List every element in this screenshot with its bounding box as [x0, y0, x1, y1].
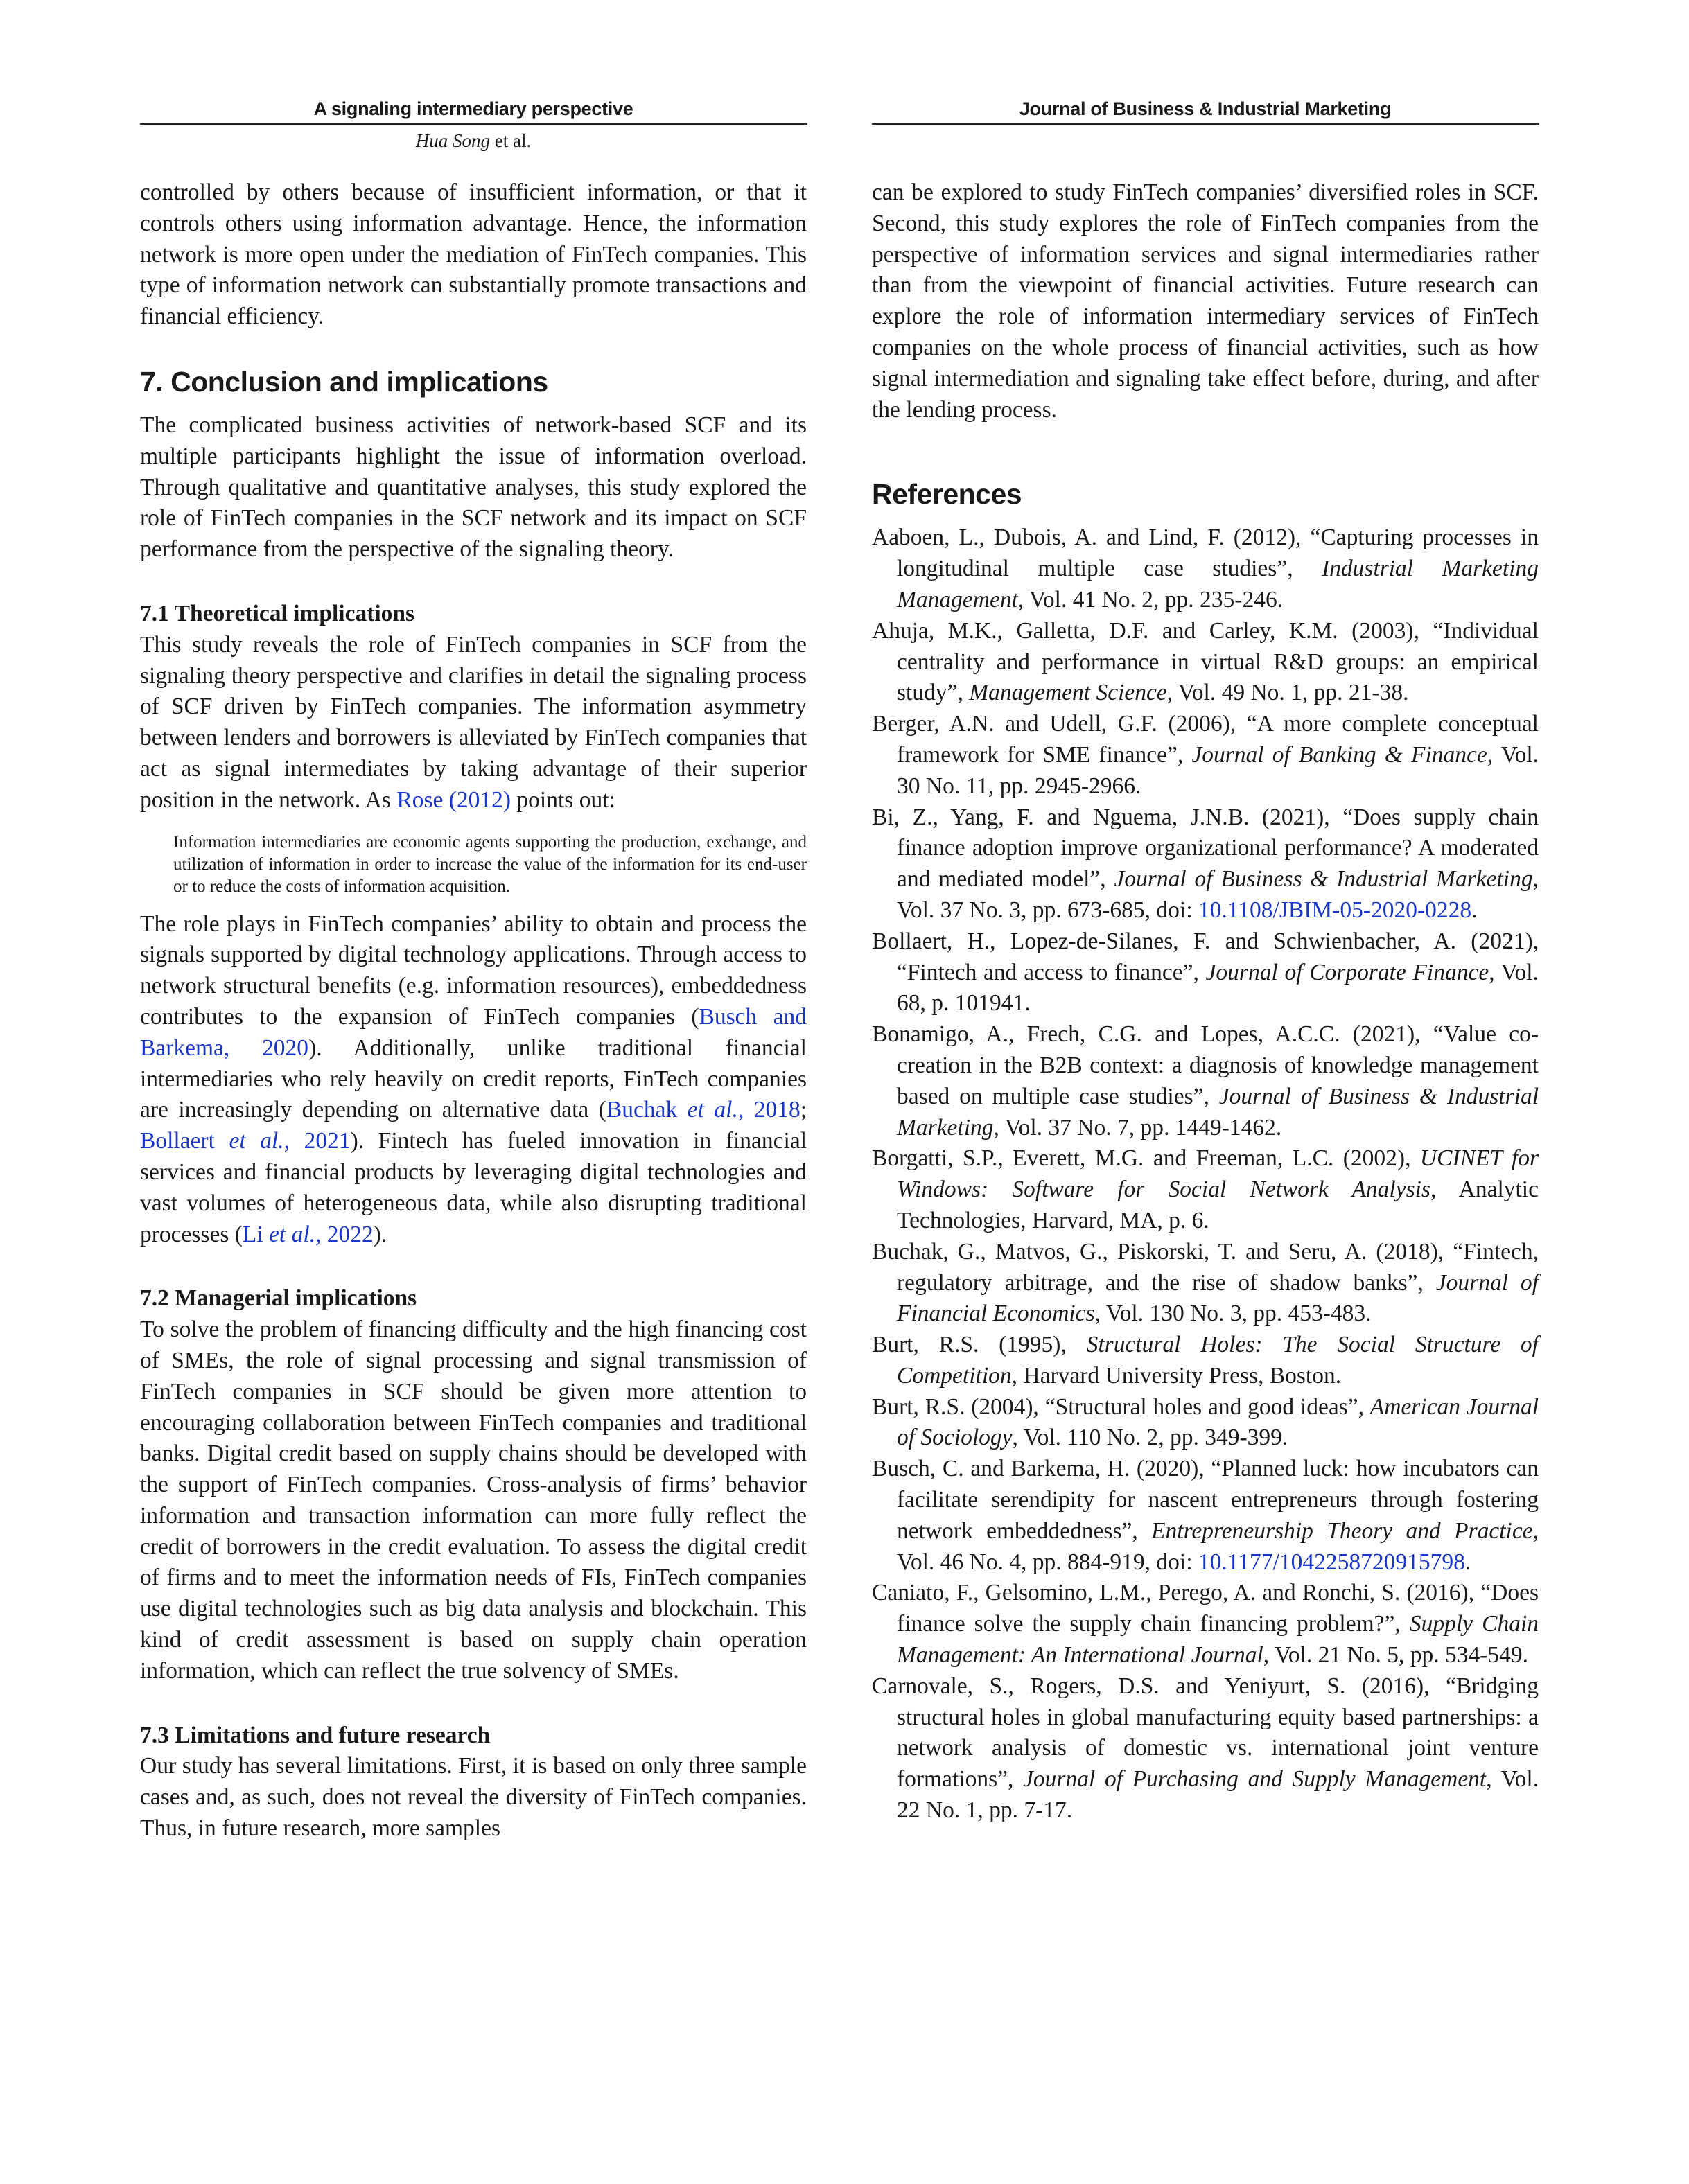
ref-end: . [1464, 1549, 1471, 1575]
ref-text: Caniato, F., Gelsomino, L.M., Perego, A. and Ronchi, S. (2016), “Does finance solve the supply chain financing problem?”, [872, 1580, 1539, 1637]
ref-text: Bollaert, H., Lopez-de-Silanes, F. and Schwienbacher, A. (2021), “Fintech and access to finance”, [872, 928, 1539, 985]
cite-etal: et al. [687, 1097, 738, 1123]
ref-source: Journal of Financial Economics [897, 1269, 1539, 1327]
right-column [872, 97, 1539, 1826]
ref-source: Entrepreneurship Theory and Practice [1151, 1517, 1533, 1544]
ref-text: Borgatti, S.P., Everett, M.G. and Freeman, L.C. (2002), [872, 1145, 1420, 1172]
ref-details: , Vol. 30 No. 11, pp. 2945-2966. [897, 741, 1539, 799]
paragraph-conclusion: The complicated business activities of network-based SCF and its multiple participants highlight the issue of information overload. Through qualitative and quantitative analyses, this study explored the role of FinTech companies in the SCF network and its impact on SCF performance from the perspective of the signaling theory. [140, 412, 807, 563]
reference-item [872, 1019, 1539, 1143]
reference-list [872, 522, 1539, 1826]
subsection-heading-limitations: 7.3 Limitations and future research [140, 1722, 491, 1748]
reference-item [872, 709, 1539, 802]
author-suffix: et al. [490, 130, 532, 151]
paragraph-theoretical [140, 630, 807, 816]
ref-details: , Vol. 21 No. 5, pp. 534-549. [1263, 1642, 1528, 1668]
cite-author: Bollaert [140, 1128, 229, 1154]
text-run: ). [373, 1221, 387, 1247]
reference-item [872, 1671, 1539, 1826]
ref-source: Management Science [969, 680, 1167, 706]
reference-item [872, 1392, 1539, 1454]
running-title-right: Journal of Business & Industrial Marketing [872, 97, 1539, 125]
subsection-heading-managerial: 7.2 Managerial implications [140, 1285, 417, 1312]
citation-link-li[interactable] [243, 1222, 374, 1247]
cite-etal: et al. [229, 1128, 284, 1154]
ref-text: Berger, A.N. and Udell, G.F. (2006), “A more complete conceptual framework for SME finance”, [872, 711, 1539, 768]
ref-source: Industrial Marketing Management [897, 556, 1539, 613]
cite-year: , 2022 [315, 1221, 374, 1247]
paragraph-managerial: To solve the problem of financing difficulty and the high financing cost of SMEs, the role of signal processing and signal transmission of FinTech companies in SCF should be given more attention to encouraging collaboration between FinTech companies and traditional banks. Digital credit based on supply chains should be developed with the support of FinTech companies. Cross-analysis of firms’ behavior information and transaction information can more fully reflect the credit of borrowers in the credit evaluation. To assess the digital credit of firms and to meet the information needs of FIs, FinTech companies use digital technologies such as big data analysis and blockchain. This kind of credit assessment is based on supply chain operation information, which can reflect the true solvency of SMEs. [140, 1316, 807, 1684]
reference-item [872, 1578, 1539, 1671]
ref-text: Busch, C. and Barkema, H. (2020), “Planned luck: how incubators can facilitate serendipity for nascent entrepreneurs through fostering network embeddedness”, [872, 1456, 1539, 1544]
doi-link[interactable]: 10.1177/1042258720915798 [1198, 1549, 1465, 1575]
ref-details: , Vol. 37 No. 7, pp. 1449-1462. [993, 1114, 1282, 1141]
citation-link-busch[interactable]: Busch and Barkema, 2020 [140, 1003, 807, 1061]
reference-item [872, 802, 1539, 926]
paragraph-continuation-right: can be explored to study FinTech companies’ diversified roles in SCF. Second, this study explores the role of FinTech companies from the perspective of information services and signal intermediaries rather than from the viewpoint of financial activities. Future research can explore the role of information intermediary services of FinTech companies on the whole process of financial activities, such as how signal intermediation and signaling take effect before, during, and after the lending process. [872, 179, 1539, 423]
running-title-left: A signaling intermediary perspective [140, 97, 807, 125]
ref-source: Journal of Business & Industrial Marketing [1114, 866, 1533, 892]
cite-author: Buchak [606, 1097, 688, 1123]
doi-link[interactable]: 10.1108/JBIM-05-2020-0228 [1198, 897, 1472, 923]
cite-year: , 2018 [737, 1097, 800, 1123]
text-run: This study reveals the role of FinTech companies in SCF from the signaling theory perspective and clarifies in detail the signaling process of SCF driven by FinTech companies. The information asymmetry between lenders and borrowers is alleviated by FinTech companies that act as signal intermediates by taking advantage of their superior position in the network. As [140, 631, 807, 813]
ref-details: , Harvard University Press, Boston. [1011, 1362, 1342, 1389]
section-heading-conclusion: 7. Conclusion and implications [140, 365, 548, 398]
ref-text: Burt, R.S. (1995), [872, 1332, 1087, 1358]
ref-source: Journal of Purchasing and Supply Management [1023, 1766, 1487, 1793]
cite-year: , 2021 [283, 1128, 351, 1154]
block-quote: Information intermediaries are economic agents supporting the production, exchange, and utilization of information in order to increase the value of the information for its end-user or to reduce the costs of information acquisition. [173, 832, 807, 896]
ref-source: Supply Chain Management: An International Journal [897, 1611, 1539, 1668]
text-run: ). Fintech has fueled innovation in financial services and financial products by leveraging digital technologies and vast volumes of heterogeneous data, while also disrupting traditional processes ( [140, 1128, 807, 1247]
text-run: points out: [511, 786, 615, 813]
reference-item [872, 616, 1539, 709]
left-column [140, 97, 807, 1844]
ref-source: Journal of Banking & Finance [1191, 741, 1487, 768]
ref-details: , Vol. 49 No. 1, pp. 21-38. [1166, 680, 1409, 706]
ref-details: , Vol. 41 No. 2, pp. 235-246. [1017, 586, 1284, 613]
ref-text: Burt, R.S. (2004), “Structural holes and good ideas”, [872, 1393, 1370, 1420]
ref-source: UCINET for Windows: Software for Social Network Analysis [897, 1145, 1539, 1203]
ref-details: , Vol. 37 No. 3, pp. 673-685, doi: [897, 866, 1539, 923]
right-body [872, 177, 1539, 1826]
ref-text: Carnovale, S., Rogers, D.S. and Yeniyurt, S. (2016), “Bridging structural holes in global manufacturing equity based partnerships: a network analysis of domestic vs. international joint venture formations”, [872, 1673, 1539, 1793]
text-run: The role plays in FinTech companies’ ability to obtain and process the signals supported by digital technology applications. Through access to network structural benefits (e.g. information resources), embeddedness contributes to the expansion of FinTech companies ( [140, 910, 807, 1030]
ref-details: , Vol. 46 No. 4, pp. 884-919, doi: [897, 1517, 1539, 1575]
references-heading: References [872, 478, 1022, 511]
text-run: ). Additionally, unlike traditional financial intermediaries who rely heavily on credit reports, FinTech companies are increasingly depending on alternative data ( [140, 1034, 807, 1123]
reference-item [872, 1143, 1539, 1236]
subsection-heading-theoretical: 7.1 Theoretical implications [140, 600, 415, 626]
ref-text: Aaboen, L., Dubois, A. and Lind, F. (2012), “Capturing processes in longitudinal multiple case studies”, [872, 525, 1539, 582]
paragraph-limitations: Our study has several limitations. First, it is based on only three sample cases and, as such, does not reveal the diversity of FinTech companies. Thus, in future research, more samples [140, 1753, 807, 1842]
ref-end: . [1471, 897, 1478, 923]
running-author [140, 129, 807, 152]
reference-item [872, 1454, 1539, 1578]
author-name: Hua Song [415, 130, 490, 151]
reference-item [872, 1330, 1539, 1392]
ref-source: Journal of Corporate Finance [1205, 959, 1489, 985]
ref-text: Bonamigo, A., Frech, C.G. and Lopes, A.C.C. (2021), “Value co-creation in the B2B context: a diagnosis of knowledge management based on multiple case studies”, [872, 1021, 1539, 1109]
ref-source: American Journal of Sociology [897, 1393, 1539, 1451]
ref-text: Bi, Z., Yang, F. and Nguema, J.N.B. (2021), “Does supply chain finance adoption improve organizational performance? A moderated and mediated model”, [872, 804, 1539, 892]
ref-source: Journal of Business & Industrial Marketing [897, 1083, 1539, 1141]
cite-etal: et al. [269, 1221, 316, 1247]
ref-details: , Analytic Technologies, Harvard, MA, p. 6. [897, 1177, 1539, 1233]
cite-author: Li [242, 1221, 270, 1247]
paragraph-role [140, 909, 807, 1251]
ref-details: , Vol. 22 No. 1, pp. 7-17. [897, 1766, 1539, 1824]
ref-text: Buchak, G., Matvos, G., Piskorski, T. and Seru, A. (2018), “Fintech, regulatory arbitrage, and the rise of shadow banks”, [872, 1238, 1539, 1296]
ref-details: , Vol. 110 No. 2, pp. 349-399. [1012, 1425, 1288, 1451]
reference-item [872, 522, 1539, 615]
text-run: ; [800, 1097, 807, 1123]
ref-source: Structural Holes: The Social Structure of Competition [897, 1332, 1539, 1389]
paragraph-continuation: controlled by others because of insufficient information, or that it controls others using information advantage. Hence, the information network is more open under the mediation of FinTech companies. This type of information network can substantially promote transactions and financial efficiency. [140, 179, 807, 330]
citation-link-buchak[interactable] [606, 1097, 800, 1122]
reference-item [872, 926, 1539, 1019]
citation-link-rose[interactable]: Rose (2012) [396, 786, 511, 813]
citation-link-bollaert[interactable] [140, 1128, 351, 1154]
ref-text: Ahuja, M.K., Galletta, D.F. and Carley, K.M. (2003), “Individual centrality and performance in virtual R&D groups: an empirical study”, [872, 617, 1539, 706]
reference-item [872, 1237, 1539, 1330]
ref-details: , Vol. 130 No. 3, pp. 453-483. [1094, 1301, 1372, 1327]
ref-details: , Vol. 68, p. 101941. [897, 959, 1539, 1016]
left-body [140, 177, 807, 1844]
